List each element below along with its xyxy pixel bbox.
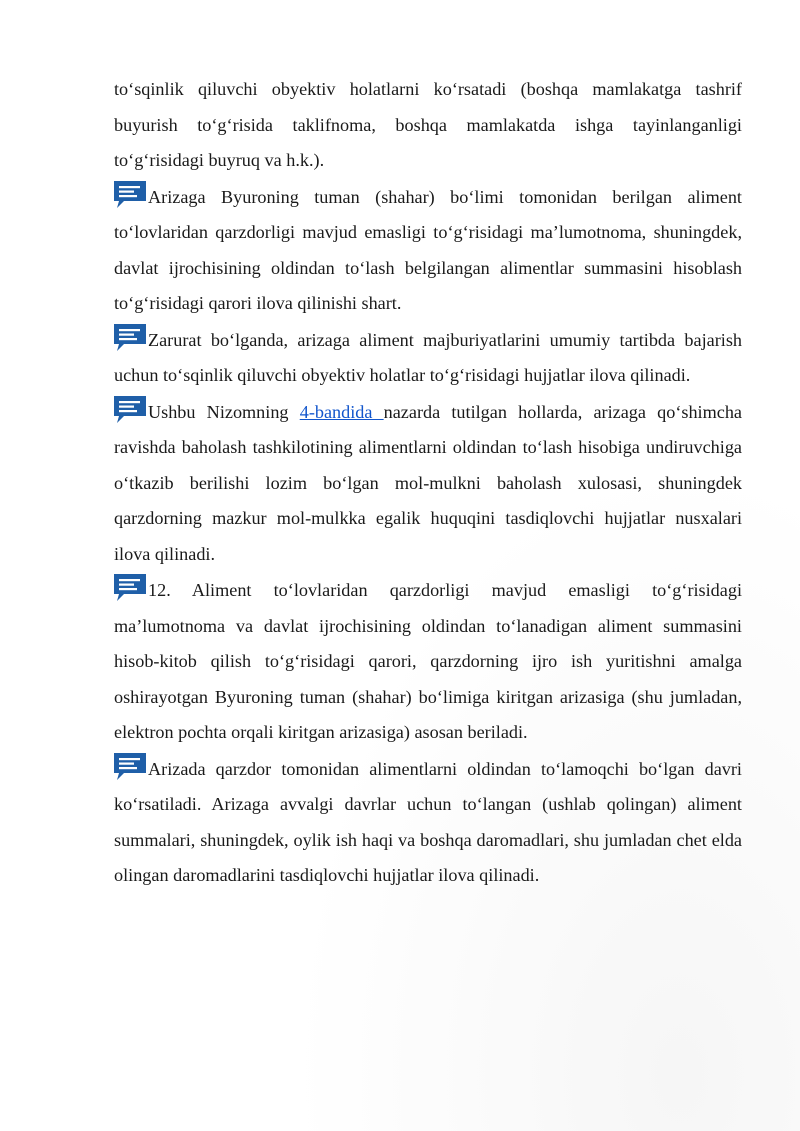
comment-icon[interactable]: [112, 751, 148, 783]
comment-icon[interactable]: [112, 572, 148, 604]
paragraph-4: [114, 394, 742, 573]
paragraph-text: Arizada qarzdor tomonidan alimentlarni oldindan to‘lamoqchi bo‘lgan davri ko‘rsatiladi. Arizaga avvalgi davrlar uchun to‘langan (ushlab qolingan) aliment summalari, shuningdek, oylik ish haqi va boshqa daromadlari, shu jumladan chet elda olingan daromadlarini tasdiqlovchi hujjatlar ilova qilinadi.: [114, 758, 742, 885]
comment-icon[interactable]: [112, 179, 148, 211]
document-body: [114, 72, 742, 894]
paragraph-text: Zarurat bo‘lganda, arizaga aliment majburiyatlarini umumiy tartibda bajarish uchun to‘sqinlik qiluvchi obyektiv holatlar to‘g‘risidagi hujjatlar ilova qilinadi.: [114, 329, 742, 385]
paragraph-text-after-link: nazarda tutilgan hollarda, arizaga qo‘shimcha ravishda baholash tashkilotining alimentlarni oldindan to‘lash hisobiga undiruvchiga o‘tkazib berilishi lozim bo‘lgan mol-mulkni baholash xulosasi, shuningdek qarzdorning mazkur mol-mulkka egalik huquqini tasdiqlovchi hujjatlar nusxalari ilova qilinadi.: [114, 401, 742, 564]
paragraph-5: [114, 572, 742, 751]
paragraph-2: [114, 179, 742, 322]
comment-icon[interactable]: [112, 394, 148, 426]
paragraph-text: Arizaga Byuroning tuman (shahar) bo‘limi tomonidan berilgan aliment to‘lovlaridan qarzdorligi mavjud emasligi to‘g‘risidagi ma’lumotnoma, shuningdek, davlat ijrochisining oldindan to‘lash belgilangan alimentlar summasini hisoblash to‘g‘risidagi qarori ilova qilinishi shart.: [114, 186, 742, 313]
paragraph-text-before-link: Ushbu Nizomning: [148, 401, 300, 422]
paragraph-1: [114, 72, 742, 179]
paragraph-6: [114, 751, 742, 894]
comment-icon[interactable]: [112, 322, 148, 354]
paragraph-text: 12. Aliment to‘lovlaridan qarzdorligi mavjud emasligi to‘g‘risidagi ma’lumotnoma va davlat ijrochisining oldindan to‘lanadigan aliment summasini hisob-kitob qilish to‘g‘risidagi qarori, qarzdorning ijro ish yuritishni amalga oshirayotgan Byuroning tuman (shahar) bo‘limiga kiritgan arizasiga (shu jumladan, elektron pochta orqali kiritgan arizasiga) asosan beriladi.: [114, 580, 742, 742]
paragraph-3: [114, 322, 742, 394]
paragraph-text: to‘sqinlik qiluvchi obyektiv holatlarni ko‘rsatadi (boshqa mamlakatga tashrif buyurish to‘g‘risida taklifnoma, boshqa mamlakatda ishga tayinlanganligi to‘g‘risidagi buyruq va h.k.).: [114, 79, 742, 170]
section-link[interactable]: 4-bandida: [299, 401, 384, 422]
